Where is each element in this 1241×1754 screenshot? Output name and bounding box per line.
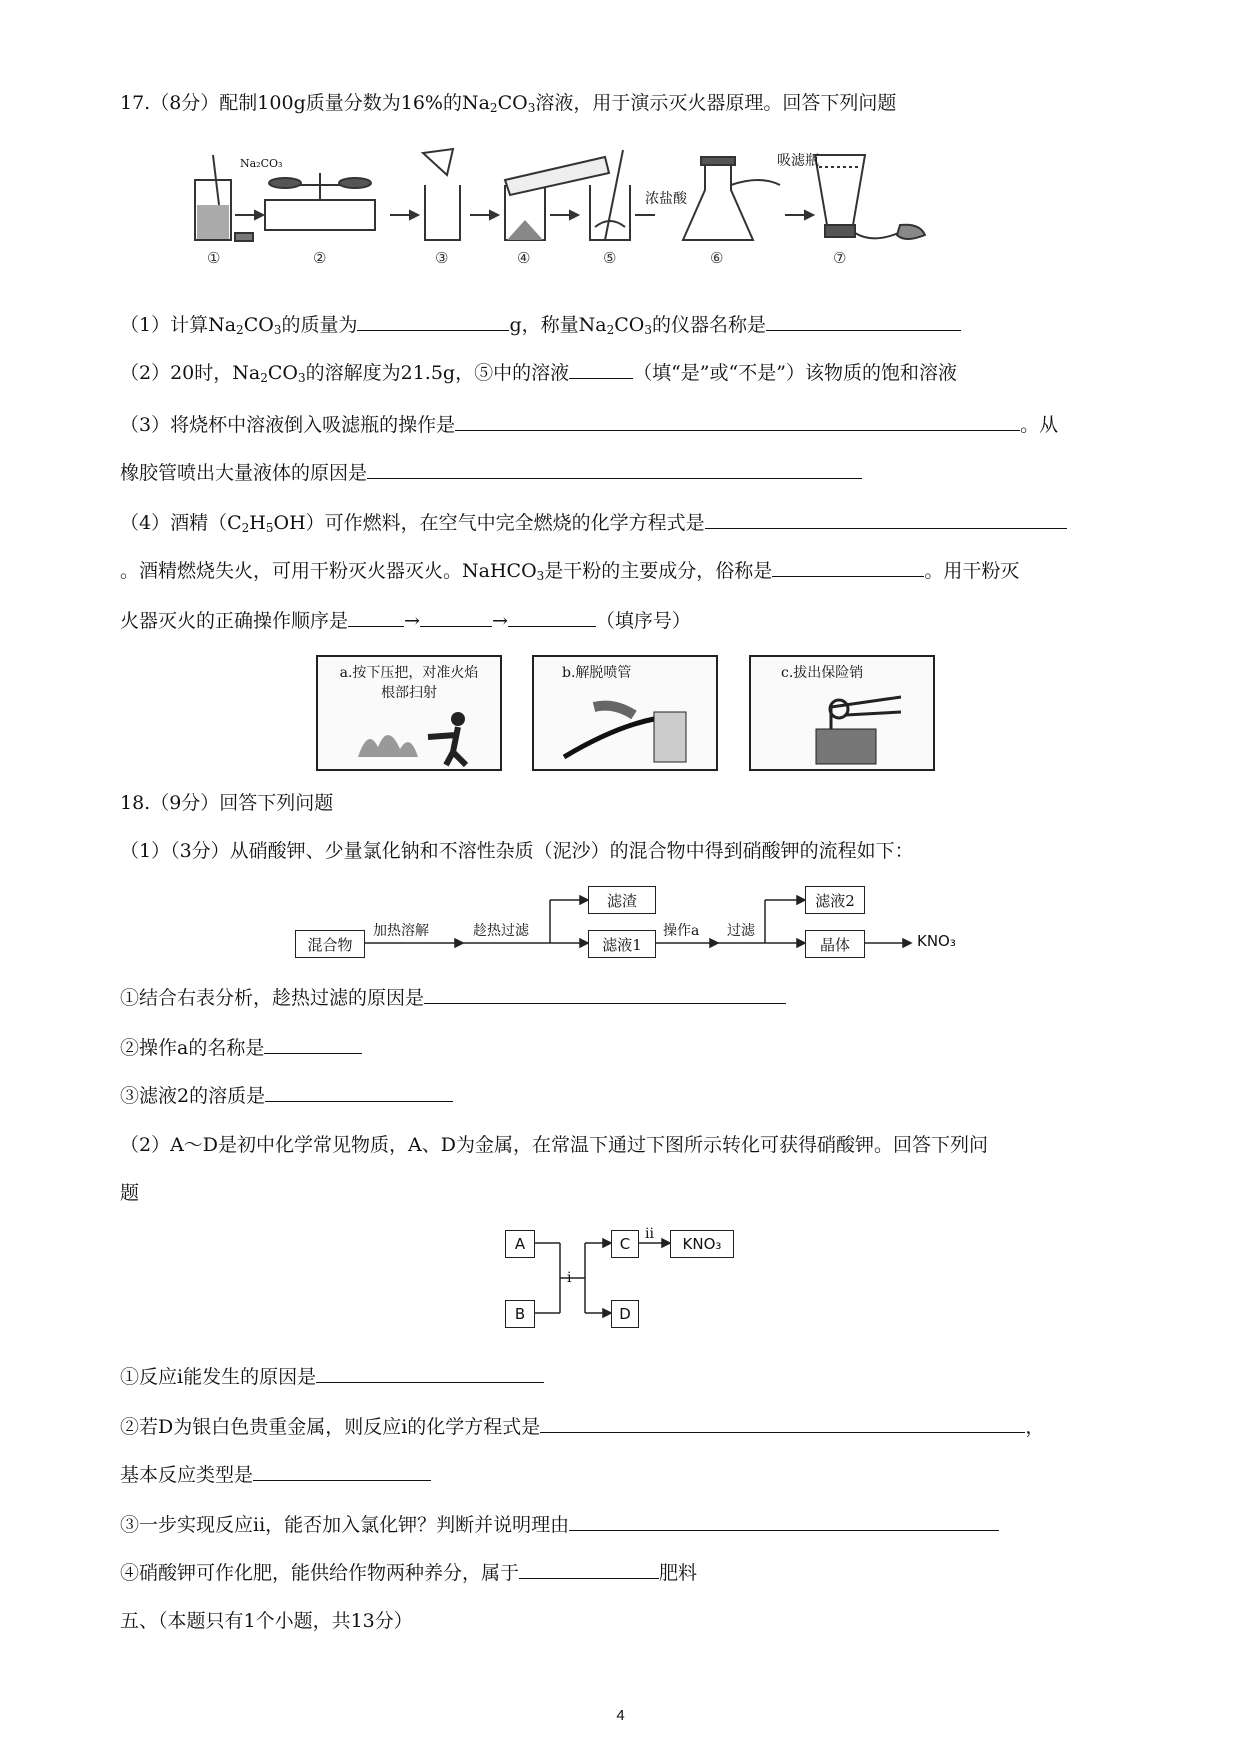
step-3: ③ [435, 249, 449, 267]
panel-b-caption: b.解脱喷管 [562, 665, 632, 681]
node-kno3: KNO₃ [670, 1230, 734, 1258]
spraying-figure-icon [318, 657, 500, 769]
flow-mixture: 混合物 [295, 930, 365, 958]
safety-pin-icon [751, 657, 933, 769]
q18-p2-intro-cont: 题 [120, 1182, 140, 1204]
answer-blank[interactable] [569, 358, 633, 379]
node-a: A [505, 1230, 535, 1258]
flow-kno3: KNO₃ [917, 932, 956, 950]
answer-blank[interactable] [424, 983, 786, 1004]
flow-op-a-label: 操作a [663, 923, 700, 939]
answer-blank[interactable] [519, 1558, 659, 1579]
q18-p2-q3: ③一步实现反应ii，能否加入氯化钾？判断并说明理由 [120, 1510, 999, 1538]
hose-release-icon [534, 657, 716, 769]
page-number: 4 [616, 1707, 625, 1724]
panel-a [316, 655, 502, 771]
suction-flask [683, 163, 753, 240]
flow-residue: 滤渣 [588, 886, 656, 914]
answer-blank[interactable] [348, 606, 404, 627]
step-7: ⑦ [833, 249, 847, 267]
answer-blank[interactable] [772, 556, 924, 577]
panel-a-caption: a.按下压把，对准火焰根部扫射 [339, 665, 479, 701]
node-d: D [611, 1300, 639, 1328]
q17-part2: （2）20时，$Na_2CO_3$的溶解度为21.5g，⑤中的溶液 （填“是”或“不是”）该物质的饱和溶液 [120, 358, 957, 391]
answer-blank[interactable] [316, 1362, 544, 1383]
q18-p1-q2: ②操作a的名称是 [120, 1033, 362, 1061]
answer-blank[interactable] [264, 1033, 362, 1054]
section-5-header: 五、（本题只有1个小题，共13分） [120, 1610, 413, 1632]
q18-p2-q2b: 基本反应类型是 [120, 1460, 431, 1488]
step-4: ④ [517, 249, 531, 267]
q17-part1: （1）计算$Na_2CO_3$的质量为 g，称量$Na_2CO_3$的仪器名称是 [120, 310, 961, 343]
q18-p1-q1: ①结合右表分析，趁热过滤的原因是 [120, 983, 786, 1011]
na2co3-label: Na₂CO₃ [240, 157, 283, 170]
q17-part3: （3）将烧杯中溶液倒入吸滤瓶的操作是 。从 [120, 410, 1058, 438]
answer-blank[interactable] [367, 458, 862, 479]
answer-blank[interactable] [766, 310, 961, 331]
answer-blank[interactable] [265, 1081, 453, 1102]
q18-p2-q1: ①反应ⅰ能发生的原因是 [120, 1362, 544, 1390]
balance [265, 200, 375, 230]
q17-part4-order: 火器灭火的正确操作顺序是 → → （填序号） [120, 606, 691, 634]
suction-flask-label: 吸滤瓶 [777, 153, 819, 169]
answer-blank[interactable] [540, 1412, 1025, 1433]
panel-c-caption: c.拔出保险销 [781, 665, 864, 681]
flow-filtrate1: 滤液1 [588, 930, 656, 958]
q18-p2-intro: （2）A～D是初中化学常见物质，A、D为金属，在常温下通过下图所示转化可获得硝酸钾。回答下列问 [120, 1134, 989, 1156]
answer-blank[interactable] [357, 310, 509, 331]
reaction-i-label: i [567, 1270, 572, 1286]
beaker-3 [425, 185, 460, 240]
conversion-diagram [505, 1228, 755, 1338]
flow-dissolve-label: 加热溶解 [373, 923, 429, 939]
answer-blank[interactable] [705, 508, 1067, 529]
q17-part3-cont: 橡胶管喷出大量液体的原因是 [120, 458, 862, 486]
node-c: C [611, 1230, 639, 1258]
q18-p1-q3: ③滤液2的溶质是 [120, 1081, 453, 1109]
q17-part4: （4）酒精$(C_2H_5OH)$可作燃料，在空气中完全燃烧的化学方程式是 [120, 508, 1067, 541]
answer-blank[interactable] [455, 410, 1020, 431]
q18-p2-q4: ④硝酸钾可作化肥，能供给作物两种养分，属于 肥料 [120, 1558, 697, 1586]
step-2: ② [313, 249, 327, 267]
q18-header: 18.（9分）回答下列问题 [120, 792, 334, 814]
step-1: ① [207, 249, 221, 267]
flow-filter-label: 过滤 [727, 923, 755, 939]
flow-chart [295, 880, 975, 960]
panel-b [532, 655, 718, 771]
flow-hot-filter-label: 趁热过滤 [473, 923, 529, 939]
inverted-flask [815, 155, 865, 225]
q18-p2-q2: ②若D为银白色贵重金属，则反应ⅰ的化学方程式是 ， [120, 1412, 1044, 1440]
node-b: B [505, 1300, 535, 1328]
experiment-figure [185, 145, 935, 270]
answer-blank[interactable] [569, 1510, 999, 1531]
q18-part1-intro: （1）（3分）从硝酸钾、少量氯化钠和不溶性杂质（泥沙）的混合物中得到硝酸钾的流程如下： [120, 840, 914, 862]
reaction-ii-label: ii [645, 1226, 654, 1242]
step-5: ⑤ [603, 249, 617, 267]
answer-blank[interactable] [420, 606, 492, 627]
answer-blank[interactable] [253, 1460, 431, 1481]
answer-blank[interactable] [508, 606, 596, 627]
q17-header: 17.（8分）配制100g质量分数为16%的$Na_2CO_3$溶液，用于演示灭火器原理。回答下列问题 [120, 92, 897, 115]
flow-crystal: 晶体 [805, 930, 865, 958]
panel-c [749, 655, 935, 771]
q17-part4-cont: 。酒精燃烧失火，可用干粉灭火器灭火。NaHCO$_3$是干粉的主要成分，俗称是 。用干粉灭 [120, 556, 1019, 589]
conc-hcl-label: 浓盐酸 [645, 191, 687, 207]
step-6: ⑥ [710, 249, 724, 267]
flow-filtrate2: 滤液2 [805, 886, 865, 914]
